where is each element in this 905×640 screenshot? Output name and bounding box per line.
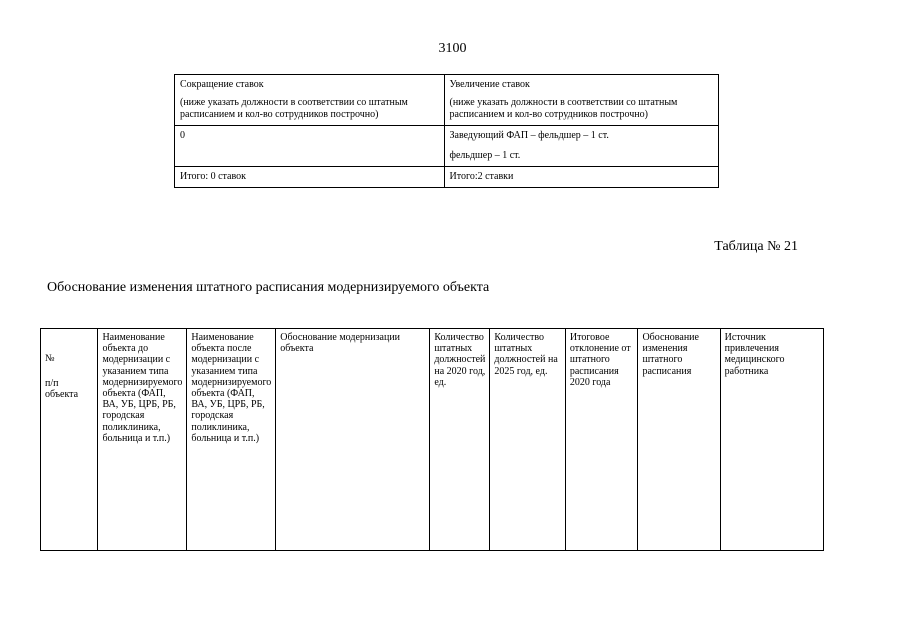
reduction-total: Итого: 0 ставок [175,167,445,188]
reduction-header: Сокращение ставок [180,79,264,90]
header-staff-2025: Количество штатных должностей на 2025 год, ед. [490,329,565,551]
header-number-symbol: № [45,353,55,364]
table-row [175,75,719,126]
page-number: 3100 [438,41,467,56]
increase-line-1: Заведующий ФАП – фельдшер – 1 ст. [449,130,609,141]
header-change-reason: Обоснование изменения штатного расписания [638,329,720,551]
increase-header: Увеличение ставок [449,79,530,90]
reduction-value-cell [175,126,445,167]
header-staff-2020: Количество штатных должностей на 2020 год, ед. [430,329,490,551]
header-number-cell [41,329,98,551]
header-source: Источник привлечения медицинского работника [720,329,823,551]
table-header-row [41,329,824,551]
table-row [175,126,719,167]
table-number: Таблица № 21 [714,239,798,254]
section-title: Обоснование изменения штатного расписания модернизируемого объекта [47,280,490,295]
increase-header-cell [444,75,719,126]
increase-line-2: фельдшер – 1 ст. [449,150,521,161]
increase-value-cell [444,126,719,167]
table-row [175,167,719,188]
header-number-label: п/п объекта [45,378,79,401]
header-object-after: Наименование объекта после модернизации с указанием типа модернизируемого объекта (ФАП, ВА, УБ, ЦРБ, РБ, городская поликлиника, больница и т.п.) [187,329,276,551]
increase-total: Итого:2 ставки [444,167,719,188]
staff-changes-table [174,74,719,188]
reduction-note: (ниже указать должности в соответствии со штатным расписанием и кол-во сотрудников построчно) [180,97,408,120]
reduction-value: 0 [180,130,185,141]
reduction-header-cell [175,75,445,126]
increase-note: (ниже указать должности в соответствии со штатным расписанием и кол-во сотрудников построчно) [449,97,678,120]
justification-table [40,328,824,551]
header-object-before: Наименование объекта до модернизации с указанием типа модернизируемого объекта (ФАП, ВА, УБ, ЦРБ, РБ, городская поликлиника, больница и т.п.) [98,329,187,551]
header-justification: Обоснование модернизации объекта [276,329,430,551]
header-deviation: Итоговое отклонение от штатного расписания 2020 года [565,329,638,551]
